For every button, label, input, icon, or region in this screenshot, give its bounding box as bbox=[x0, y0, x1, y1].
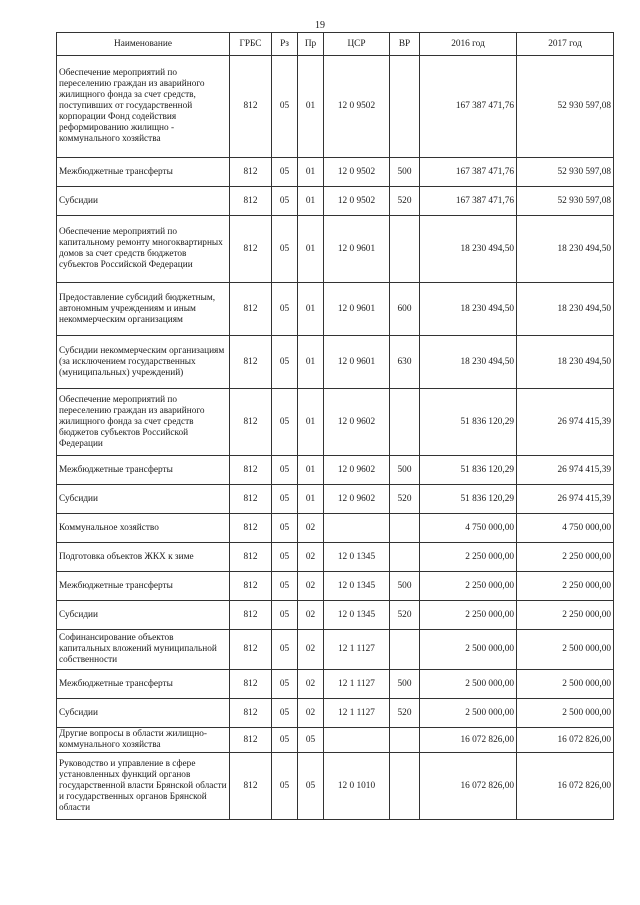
row-grbs: 812 bbox=[230, 336, 272, 389]
row-vr bbox=[390, 56, 420, 158]
row-name: Обеспечение мероприятий по капитальному ремонту многоквартирных домов за счет средств бюджетов субъектов Российской Федерации bbox=[57, 216, 230, 283]
row-rz: 05 bbox=[272, 572, 298, 601]
row-vr: 630 bbox=[390, 336, 420, 389]
row-amount-2016: 51 836 120,29 bbox=[420, 389, 517, 456]
table-row bbox=[57, 187, 614, 216]
row-csr: 12 0 1345 bbox=[324, 543, 390, 572]
row-vr: 520 bbox=[390, 187, 420, 216]
row-amount-2016: 167 387 471,76 bbox=[420, 158, 517, 187]
row-grbs: 812 bbox=[230, 56, 272, 158]
row-grbs: 812 bbox=[230, 187, 272, 216]
header-2016: 2016 год bbox=[420, 33, 517, 56]
row-vr bbox=[390, 514, 420, 543]
row-amount-2016: 51 836 120,29 bbox=[420, 456, 517, 485]
row-rz: 05 bbox=[272, 283, 298, 336]
row-name: Подготовка объектов ЖКХ к зиме bbox=[57, 543, 230, 572]
row-name: Обеспечение мероприятий по переселению граждан из аварийного жилищного фонда за счет средств бюджетов субъектов Российской Федерации bbox=[57, 389, 230, 456]
table-row bbox=[57, 216, 614, 283]
row-pr: 01 bbox=[298, 336, 324, 389]
row-grbs: 812 bbox=[230, 485, 272, 514]
row-amount-2016: 16 072 826,00 bbox=[420, 728, 517, 753]
table-row bbox=[57, 601, 614, 630]
row-amount-2017: 18 230 494,50 bbox=[517, 336, 614, 389]
row-name: Межбюджетные трансферты bbox=[57, 670, 230, 699]
row-grbs: 812 bbox=[230, 601, 272, 630]
row-pr: 01 bbox=[298, 216, 324, 283]
budget-table bbox=[56, 32, 614, 820]
row-csr: 12 0 1010 bbox=[324, 753, 390, 820]
row-csr bbox=[324, 514, 390, 543]
header-pr: Пр bbox=[298, 33, 324, 56]
row-pr: 02 bbox=[298, 514, 324, 543]
row-csr: 12 0 9502 bbox=[324, 187, 390, 216]
row-grbs: 812 bbox=[230, 158, 272, 187]
row-amount-2016: 2 500 000,00 bbox=[420, 699, 517, 728]
row-grbs: 812 bbox=[230, 216, 272, 283]
table-row bbox=[57, 283, 614, 336]
row-rz: 05 bbox=[272, 630, 298, 670]
table-row bbox=[57, 670, 614, 699]
row-pr: 02 bbox=[298, 543, 324, 572]
row-amount-2017: 2 500 000,00 bbox=[517, 670, 614, 699]
page-number: 19 bbox=[315, 20, 325, 31]
row-name: Межбюджетные трансферты bbox=[57, 158, 230, 187]
row-amount-2017: 18 230 494,50 bbox=[517, 216, 614, 283]
row-amount-2016: 167 387 471,76 bbox=[420, 187, 517, 216]
row-pr: 02 bbox=[298, 670, 324, 699]
row-amount-2016: 2 500 000,00 bbox=[420, 630, 517, 670]
table-row bbox=[57, 699, 614, 728]
row-name: Субсидии bbox=[57, 485, 230, 514]
row-vr: 520 bbox=[390, 601, 420, 630]
table-row bbox=[57, 572, 614, 601]
row-amount-2016: 18 230 494,50 bbox=[420, 216, 517, 283]
row-amount-2016: 4 750 000,00 bbox=[420, 514, 517, 543]
row-grbs: 812 bbox=[230, 630, 272, 670]
row-rz: 05 bbox=[272, 543, 298, 572]
row-amount-2017: 2 250 000,00 bbox=[517, 543, 614, 572]
row-rz: 05 bbox=[272, 753, 298, 820]
row-amount-2017: 52 930 597,08 bbox=[517, 187, 614, 216]
row-name: Субсидии bbox=[57, 187, 230, 216]
row-csr: 12 1 1127 bbox=[324, 670, 390, 699]
header-csr: ЦСР bbox=[324, 33, 390, 56]
table-row bbox=[57, 56, 614, 158]
header-vr: ВР bbox=[390, 33, 420, 56]
row-rz: 05 bbox=[272, 216, 298, 283]
row-rz: 05 bbox=[272, 389, 298, 456]
row-pr: 01 bbox=[298, 456, 324, 485]
row-pr: 01 bbox=[298, 485, 324, 514]
row-grbs: 812 bbox=[230, 283, 272, 336]
row-grbs: 812 bbox=[230, 699, 272, 728]
row-rz: 05 bbox=[272, 187, 298, 216]
row-csr: 12 0 9601 bbox=[324, 216, 390, 283]
table-row bbox=[57, 753, 614, 820]
row-csr: 12 0 9602 bbox=[324, 389, 390, 456]
table-row bbox=[57, 543, 614, 572]
row-amount-2016: 51 836 120,29 bbox=[420, 485, 517, 514]
row-vr: 600 bbox=[390, 283, 420, 336]
row-name: Субсидии некоммерческим организациям (за исключением государственных (муниципальных) учреждений) bbox=[57, 336, 230, 389]
row-pr: 02 bbox=[298, 601, 324, 630]
row-amount-2016: 2 250 000,00 bbox=[420, 601, 517, 630]
row-amount-2017: 26 974 415,39 bbox=[517, 389, 614, 456]
row-csr: 12 0 9601 bbox=[324, 283, 390, 336]
row-csr: 12 0 1345 bbox=[324, 601, 390, 630]
row-vr bbox=[390, 728, 420, 753]
table-row bbox=[57, 389, 614, 456]
row-amount-2016: 18 230 494,50 bbox=[420, 336, 517, 389]
row-rz: 05 bbox=[272, 456, 298, 485]
row-csr: 12 1 1127 bbox=[324, 630, 390, 670]
row-csr: 12 0 9602 bbox=[324, 456, 390, 485]
row-name: Обеспечение мероприятий по переселению граждан из аварийного жилищного фонда за счет средств, поступивших от государственной корпорации Фонд содействия реформированию жилищно - коммунального хозяйства bbox=[57, 56, 230, 158]
row-vr bbox=[390, 630, 420, 670]
row-csr bbox=[324, 728, 390, 753]
row-vr: 500 bbox=[390, 572, 420, 601]
row-amount-2017: 16 072 826,00 bbox=[517, 728, 614, 753]
row-csr: 12 0 1345 bbox=[324, 572, 390, 601]
row-name: Руководство и управление в сфере установленных функций органов государственной власти Брянской области и государственных органов Брянской области bbox=[57, 753, 230, 820]
row-amount-2017: 26 974 415,39 bbox=[517, 485, 614, 514]
row-vr: 500 bbox=[390, 456, 420, 485]
row-grbs: 812 bbox=[230, 389, 272, 456]
header-2017: 2017 год bbox=[517, 33, 614, 56]
row-name: Межбюджетные трансферты bbox=[57, 572, 230, 601]
row-vr bbox=[390, 543, 420, 572]
table-row bbox=[57, 336, 614, 389]
row-pr: 02 bbox=[298, 699, 324, 728]
row-amount-2016: 2 500 000,00 bbox=[420, 670, 517, 699]
row-rz: 05 bbox=[272, 514, 298, 543]
row-name: Субсидии bbox=[57, 699, 230, 728]
row-vr: 500 bbox=[390, 670, 420, 699]
header-name: Наименование bbox=[57, 33, 230, 56]
row-amount-2017: 16 072 826,00 bbox=[517, 753, 614, 820]
row-rz: 05 bbox=[272, 336, 298, 389]
row-amount-2016: 2 250 000,00 bbox=[420, 543, 517, 572]
header-rz: Рз bbox=[272, 33, 298, 56]
row-pr: 02 bbox=[298, 630, 324, 670]
row-amount-2017: 2 250 000,00 bbox=[517, 572, 614, 601]
row-grbs: 812 bbox=[230, 456, 272, 485]
row-rz: 05 bbox=[272, 485, 298, 514]
row-rz: 05 bbox=[272, 699, 298, 728]
row-rz: 05 bbox=[272, 56, 298, 158]
header-grbs: ГРБС bbox=[230, 33, 272, 56]
row-pr: 05 bbox=[298, 728, 324, 753]
table-row bbox=[57, 456, 614, 485]
row-rz: 05 bbox=[272, 601, 298, 630]
row-vr bbox=[390, 753, 420, 820]
row-pr: 01 bbox=[298, 389, 324, 456]
row-amount-2016: 16 072 826,00 bbox=[420, 753, 517, 820]
row-pr: 01 bbox=[298, 56, 324, 158]
row-amount-2017: 52 930 597,08 bbox=[517, 56, 614, 158]
row-rz: 05 bbox=[272, 158, 298, 187]
row-amount-2017: 52 930 597,08 bbox=[517, 158, 614, 187]
row-grbs: 812 bbox=[230, 670, 272, 699]
row-csr: 12 0 9502 bbox=[324, 158, 390, 187]
table-row bbox=[57, 485, 614, 514]
table-header-row bbox=[57, 33, 614, 56]
row-vr bbox=[390, 216, 420, 283]
row-csr: 12 0 9602 bbox=[324, 485, 390, 514]
row-amount-2017: 4 750 000,00 bbox=[517, 514, 614, 543]
row-name: Предоставление субсидий бюджетным, автономным учреждениям и иным некоммерческим организациям bbox=[57, 283, 230, 336]
row-vr: 520 bbox=[390, 699, 420, 728]
row-pr: 02 bbox=[298, 572, 324, 601]
table-row bbox=[57, 630, 614, 670]
row-amount-2017: 2 500 000,00 bbox=[517, 699, 614, 728]
row-pr: 05 bbox=[298, 753, 324, 820]
row-grbs: 812 bbox=[230, 514, 272, 543]
row-csr: 12 0 9601 bbox=[324, 336, 390, 389]
row-name: Софинансирование объектов капитальных вложений муниципальной собственности bbox=[57, 630, 230, 670]
row-grbs: 812 bbox=[230, 753, 272, 820]
row-csr: 12 1 1127 bbox=[324, 699, 390, 728]
row-pr: 01 bbox=[298, 283, 324, 336]
row-grbs: 812 bbox=[230, 728, 272, 753]
row-name: Другие вопросы в области жилищно-коммунального хозяйства bbox=[57, 728, 230, 753]
row-amount-2017: 18 230 494,50 bbox=[517, 283, 614, 336]
row-name: Субсидии bbox=[57, 601, 230, 630]
row-rz: 05 bbox=[272, 670, 298, 699]
row-grbs: 812 bbox=[230, 543, 272, 572]
row-name: Коммунальное хозяйство bbox=[57, 514, 230, 543]
row-amount-2017: 2 250 000,00 bbox=[517, 601, 614, 630]
row-vr: 500 bbox=[390, 158, 420, 187]
row-grbs: 812 bbox=[230, 572, 272, 601]
table-row bbox=[57, 158, 614, 187]
row-amount-2016: 167 387 471,76 bbox=[420, 56, 517, 158]
row-rz: 05 bbox=[272, 728, 298, 753]
row-amount-2017: 2 500 000,00 bbox=[517, 630, 614, 670]
row-amount-2016: 2 250 000,00 bbox=[420, 572, 517, 601]
row-csr: 12 0 9502 bbox=[324, 56, 390, 158]
table-row bbox=[57, 514, 614, 543]
row-pr: 01 bbox=[298, 158, 324, 187]
row-amount-2016: 18 230 494,50 bbox=[420, 283, 517, 336]
table-row bbox=[57, 728, 614, 753]
row-vr: 520 bbox=[390, 485, 420, 514]
row-vr bbox=[390, 389, 420, 456]
row-name: Межбюджетные трансферты bbox=[57, 456, 230, 485]
row-amount-2017: 26 974 415,39 bbox=[517, 456, 614, 485]
row-pr: 01 bbox=[298, 187, 324, 216]
